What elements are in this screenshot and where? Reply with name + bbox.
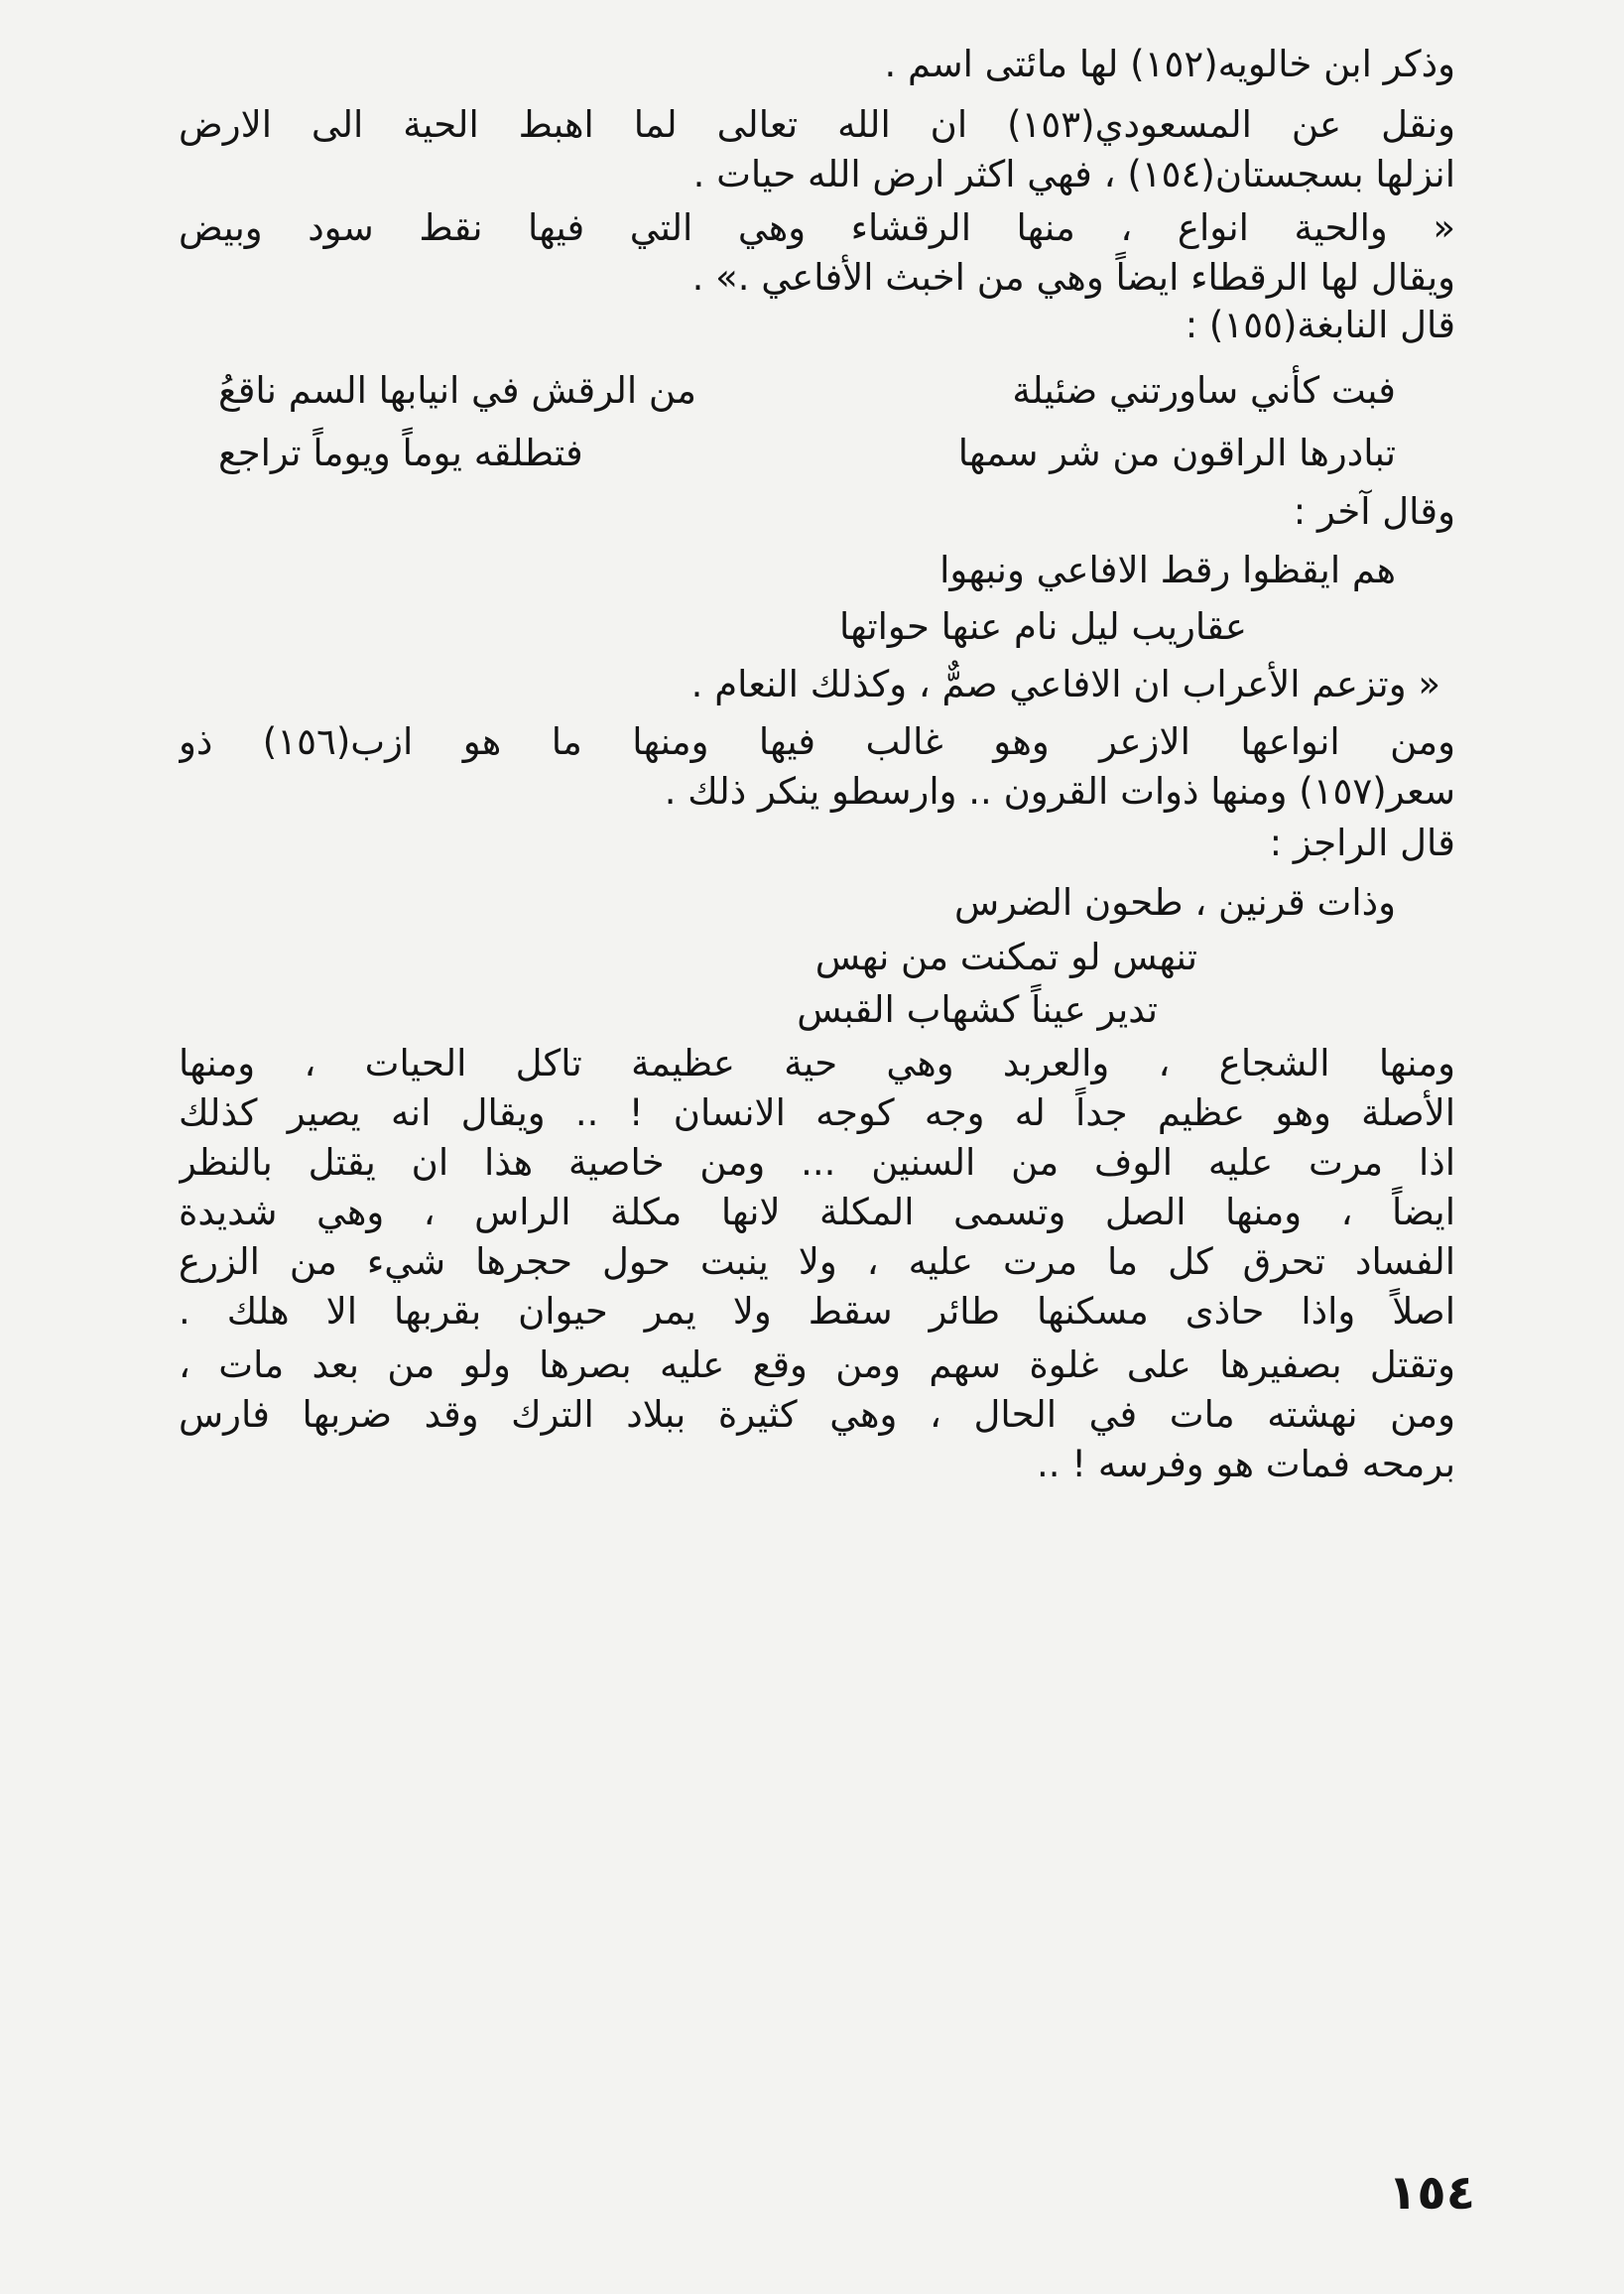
- text-line: ايضاً ، ومنها الصل وتسمى المكلة لانها مكلة الراس ، وهي شديدة: [179, 1191, 1455, 1233]
- verse-hemistich: تبادرها الراقون من شر سمها: [957, 432, 1396, 474]
- text-line: سعر(١٥٧) ومنها ذوات القرون .. وارسطو ينكر ذلك .: [664, 770, 1455, 813]
- text-line: ونقل عن المسعودي(١٥٣) ان الله تعالى لما اهبط الحية الى الارض: [179, 103, 1455, 146]
- text-line: ويقال لها الرقطاء ايضاً وهي من اخبث الأفاعي .» .: [691, 256, 1455, 299]
- verse-line: [218, 359, 1396, 423]
- text-line: وتقتل بصفيرها على غلوة سهم ومن وقع عليه بصرها ولو من بعد مات ،: [179, 1343, 1455, 1386]
- text-line: الأصلة وهو عظيم جداً له وجه كوجه الانسان ! .. ويقال انه يصير كذلك: [179, 1091, 1455, 1134]
- text-line: وذكر ابن خالويه(١٥٢) لها مائتى اسم .: [884, 43, 1455, 85]
- text-line: « والحية انواع ، منها الرقشاء وهي التي فيها نقط سود وبيض: [179, 206, 1455, 249]
- text-line: اصلاً واذا حاذى مسكنها طائر سقط ولا يمر حيوان بقربها الا هلك .: [179, 1290, 1455, 1333]
- text-line: وقال آخر :: [1293, 490, 1455, 533]
- verse-hemistich: من الرقش في انيابها السم ناقعُ: [218, 369, 696, 412]
- text-line: قال الراجز :: [1269, 822, 1455, 864]
- text-line: اذا مرت عليه الوف من السنين ... ومن خاصية هذا ان يقتل بالنظر: [179, 1141, 1455, 1184]
- text-line: « وتزعم الأعراب ان الافاعي صمٌّ ، وكذلك النعام .: [690, 663, 1440, 705]
- text-line: ومن انواعها الازعر وهو غالب فيها ومنها ما هو ازب(١٥٦) ذو: [179, 720, 1455, 763]
- text-line: برمحه فمات هو وفرسه ! ..: [1036, 1443, 1455, 1485]
- verse-line: وذات قرنين ، طحون الضرس: [953, 881, 1396, 924]
- verse-line: [218, 422, 1396, 485]
- verse-line: هم ايقظوا رقط الافاعي ونبهوا: [939, 549, 1396, 591]
- text-line: ومن نهشته مات في الحال ، وهي كثيرة ببلاد الترك وقد ضربها فارس: [179, 1393, 1455, 1436]
- text-line: ومنها الشجاع ، والعربد وهي حية عظيمة تاكل الحيات ، ومنها: [179, 1042, 1455, 1084]
- verse-line: تنهس لو تمكنت من نهس: [814, 936, 1197, 978]
- verse-line: تدير عيناً كشهاب القبس: [797, 988, 1158, 1031]
- text-line: انزلها بسجستان(١٥٤) ، فهي اكثر ارض الله حيات .: [692, 153, 1455, 195]
- page-number: ١٥٤: [1388, 2165, 1475, 2221]
- verse-hemistich: فتطلقه يوماً ويوماً تراجع: [218, 432, 583, 474]
- verse-hemistich: فبت كأني ساورتني ضئيلة: [1012, 369, 1396, 412]
- text-line: قال النابغة(١٥٥) :: [1185, 304, 1455, 346]
- text-line: الفساد تحرق كل ما مرت عليه ، ولا ينبت حول حجرها شيء من الزرع: [179, 1240, 1455, 1283]
- verse-line: عقاريب ليل نام عنها حواتها: [838, 605, 1247, 648]
